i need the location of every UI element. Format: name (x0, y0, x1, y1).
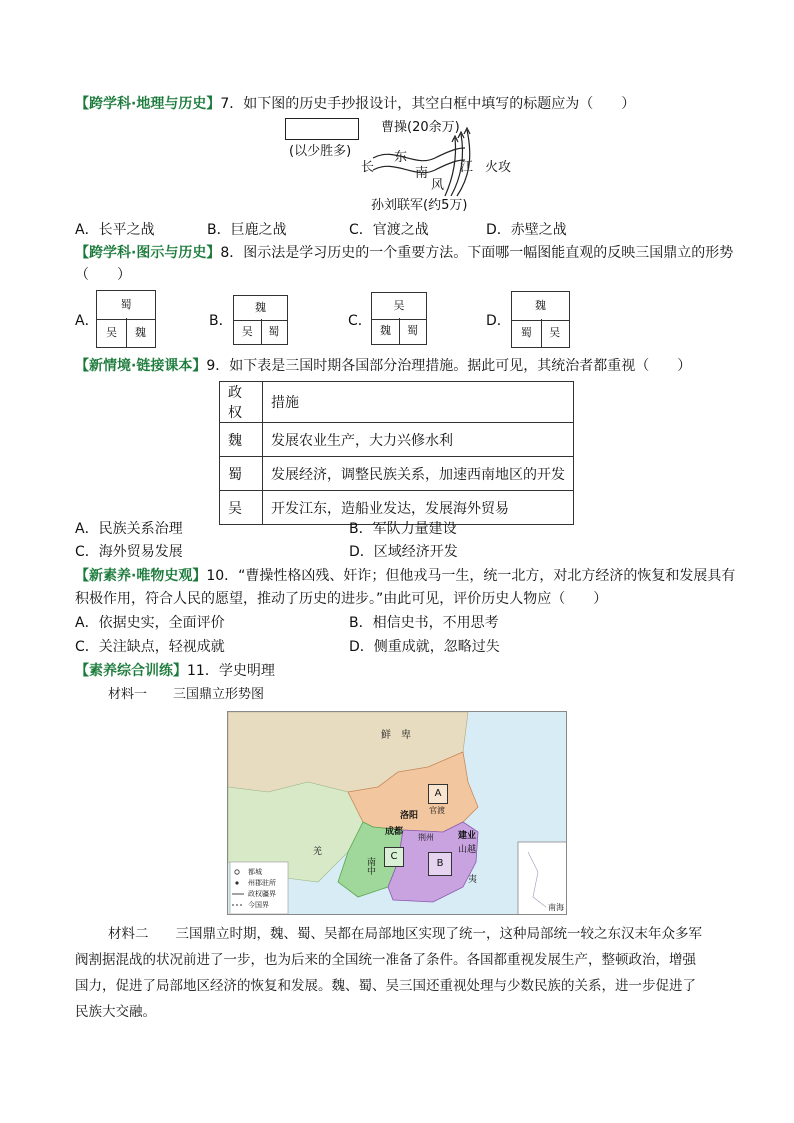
map-label-jingzhou: 荆州 (418, 833, 434, 842)
q7-option-d[interactable]: D．赤壁之战 (486, 222, 567, 238)
map-box-c: C (384, 847, 404, 867)
q8-option-c-letter[interactable]: C． (348, 313, 372, 329)
q7-caption: (以少胜多) (289, 144, 352, 159)
q8-tag: 【跨学科·图示与历史】 (75, 245, 221, 261)
q9-tag: 【新情境·链接课本】 (75, 358, 207, 374)
legend-seat: 州郡驻所 (248, 879, 276, 887)
table-header-cell: 政权 (220, 382, 263, 423)
q8-c-top: 吴 (372, 293, 426, 320)
q9-table (219, 381, 574, 525)
material2-line: 民族大交融。 (75, 1004, 156, 1020)
q7-jiang: 江 (460, 160, 474, 175)
q7-option-b[interactable]: B．巨鹿之战 (207, 222, 287, 238)
q9-option-c[interactable]: C．海外贸易发展 (75, 544, 183, 560)
q8-option-d-box[interactable] (511, 291, 570, 348)
map-label-qiang: 羌 (313, 847, 323, 857)
q10-option-d[interactable]: D．侧重成就，忽略过失 (349, 639, 500, 655)
q7-dong: 东 (394, 150, 408, 165)
table-cell-measure: 开发江东，造船业发达，发展海外贸易 (263, 491, 574, 525)
map-box-b: B (428, 852, 452, 876)
q11-material1: 材料一 三国鼎立形势图 (108, 687, 265, 702)
map-box-a: A (428, 784, 448, 804)
map-label-yi: 夷 (468, 875, 478, 885)
q9-line (75, 356, 691, 376)
material2-line: 材料二 三国鼎立时期，魏、蜀、吴都在局部地区实现了统一，这种局部统一较之东汉末年众多军 (108, 926, 702, 942)
table-cell-regime: 魏 (220, 423, 263, 457)
map-label-shanyue: 山越 (458, 845, 477, 855)
q10-option-a[interactable]: A．依据史实，全面评价 (75, 615, 225, 631)
q10-tag: 【新素养·唯物史观】 (75, 568, 207, 584)
q8-option-d-letter[interactable]: D． (486, 313, 511, 329)
q7-feng: 风 (431, 178, 445, 193)
q11-line (75, 661, 275, 681)
q8-b-top: 魏 (234, 296, 287, 321)
q7-huogong: 火攻 (485, 160, 512, 175)
three-kingdoms-map (227, 711, 567, 915)
q8-a-top: 蜀 (97, 291, 155, 320)
q7-nan: 南 (415, 166, 429, 181)
q8-stem: 8．图示法是学习历史的一个重要方法。下面哪一幅图能直观的反映三国鼎立的形势 (220, 245, 734, 261)
q8-line (75, 243, 733, 263)
table-row (220, 423, 574, 457)
q7-figure (285, 118, 535, 218)
q7-river-arrows (285, 118, 535, 218)
q7-option-a[interactable]: A．长平之战 (75, 222, 155, 238)
q9-option-d[interactable]: D．区域经济开发 (349, 544, 458, 560)
q8-a-left: 吴 (97, 318, 127, 347)
map-regions (228, 712, 567, 915)
q8-a-right: 魏 (135, 326, 146, 339)
legend-border: 政权疆界 (248, 890, 276, 898)
legend-capital: 都城 (248, 868, 262, 876)
q8-option-b-letter[interactable]: B． (209, 313, 233, 329)
q7-option-c[interactable]: C．官渡之战 (349, 222, 429, 238)
q7-line (75, 94, 635, 114)
q8-option-b-box[interactable] (233, 295, 288, 345)
table-cell-measure: 发展农业生产，大力兴修水利 (263, 423, 574, 457)
q9-stem: 9．如下表是三国时期各国部分治理措施。据此可见，其统治者都重视（ ） (206, 358, 692, 374)
q7-sun: 孙刘联军(约5万) (371, 198, 468, 213)
q10-option-b[interactable]: B．相信史书，不用思考 (349, 615, 499, 631)
q8-d-top: 魏 (512, 292, 569, 321)
map-label-nanhai: 南海 (548, 903, 564, 912)
q11-stem: 11．学史明理 (187, 663, 275, 679)
q11-tag: 【素养综合训练】 (75, 663, 187, 679)
q7-stem: 7．如下图的历史手抄报设计，其空白框中填写的标题应为（ ） (220, 96, 636, 112)
table-cell-regime: 蜀 (220, 457, 263, 491)
material2-line: 阀割据混战的状况前进了一步，也为后来的全国统一准备了条件。各国都重视发展生产，整顿政治，增强 (75, 952, 696, 968)
q7-chang: 长 (361, 160, 375, 175)
legend-modern-border: 今国界 (248, 901, 269, 909)
map-legend (248, 867, 276, 911)
table-cell-measure: 发展经济，调整民族关系，加速西南地区的开发 (263, 457, 574, 491)
map-label-chengdu: 成都 (385, 827, 404, 837)
q10-line (75, 566, 735, 586)
q8-option-c-box[interactable] (371, 292, 427, 345)
map-label-nanzhong: 南中 (365, 857, 375, 875)
q8-stem2: （ ） (75, 267, 131, 283)
q8-b-left: 吴 (234, 319, 262, 344)
q9-option-a[interactable]: A．民族关系治理 (75, 521, 183, 537)
q8-d-right: 吴 (549, 326, 561, 339)
q7-tag: 【跨学科·地理与历史】 (75, 96, 221, 112)
q8-c-left: 魏 (372, 318, 400, 344)
map-label-luoyang: 洛阳 (400, 811, 419, 821)
map-label-jianye: 建业 (458, 831, 477, 841)
q7-cao: 曹操(20余万) (381, 120, 460, 135)
table-cell-regime: 吴 (220, 491, 263, 525)
map-label-xianbei: 鲜 卑 (381, 730, 411, 741)
q8-option-a-letter[interactable]: A． (75, 313, 99, 329)
q8-d-left: 蜀 (512, 319, 542, 347)
q10-stem2: 积极作用，符合人民的愿望，推动了历史的进步。”由此可见，评价历史人物应（ ） (75, 591, 608, 607)
q8-option-a-box[interactable] (96, 290, 156, 348)
table-header-row (220, 382, 574, 423)
q10-option-c[interactable]: C．关注缺点，轻视成就 (75, 639, 225, 655)
q11-material2 (75, 921, 725, 1025)
q8-c-right: 蜀 (407, 324, 418, 337)
q8-b-right: 蜀 (268, 325, 280, 338)
material2-line: 国力，促进了局部地区经济的恢复和发展。魏、蜀、吴三国还重视处理与少数民族的关系，进一步促进了 (75, 978, 696, 994)
table-header-cell: 措施 (263, 382, 574, 423)
q9-option-b[interactable]: B．军队力量建设 (349, 521, 457, 537)
table-row (220, 457, 574, 491)
q10-stem: 10．“曹操性格凶残、奸诈；但他戎马一生，统一北方，对北方经济的恢复和发展具有 (206, 568, 736, 584)
map-label-guandu: 官渡 (429, 806, 445, 815)
